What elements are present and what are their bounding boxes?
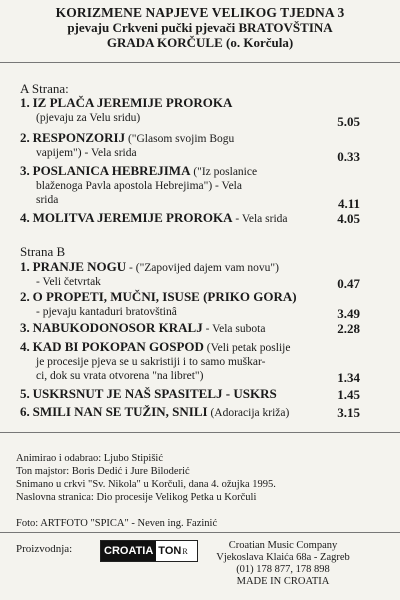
logo-word-2: TON: [158, 545, 182, 557]
company-phone: (01) 178 877, 178 898: [236, 564, 330, 575]
track-duration: 4.11: [337, 196, 360, 211]
track-number: 2.: [20, 130, 30, 145]
track-note: (pjevaju za Velu sridu): [36, 112, 141, 124]
credits: [16, 452, 276, 504]
track-number: 4.: [20, 339, 30, 354]
track-subtitle: - ("Zapovijed dajem vam novu"): [126, 262, 279, 274]
track-note: vapijem") - Vela srida: [36, 147, 137, 159]
track-a1: [20, 95, 360, 129]
album-performers: pjevaju Crkveni pučki pjevači BRATOVŠTINA: [67, 20, 333, 35]
track-subtitle: (Adoracija križa): [207, 407, 290, 419]
credit-sound: Ton majstor: Boris Dedić i Jure Biloderić: [16, 466, 190, 477]
track-title: USKRSNUT JE NAŠ SPASITELJ - USKRS: [32, 386, 277, 401]
track-b1: [20, 260, 360, 289]
track-duration: 5.05: [337, 114, 360, 129]
track-a3: [20, 163, 360, 211]
divider: [0, 432, 400, 433]
track-note: je procesije pjeva se u sakristiji i to samo muškar-: [36, 356, 266, 368]
track-title: SMILI NAN SE TUŽIN, SNILI: [32, 404, 208, 419]
production-label: Proizvodnja:: [16, 543, 73, 555]
logo-word-1: CROATIA: [101, 541, 156, 561]
track-duration: 3.49: [337, 306, 360, 321]
track-number: 1.: [20, 95, 30, 110]
track-b4: [20, 340, 360, 383]
company-name: Croatian Music Company: [228, 540, 338, 551]
track-title: MOLITVA JEREMIJE PROROKA: [32, 210, 233, 225]
company-info: [208, 540, 358, 588]
track-number: 1.: [20, 259, 30, 274]
divider: [0, 532, 400, 533]
track-title: NABUKODONOSOR KRALJ: [32, 320, 203, 335]
credit-producer: Animirao i odabrao: Ljubo Stipišić: [16, 453, 163, 464]
track-number: 5.: [20, 386, 30, 401]
track-title: RESPONZORIJ: [32, 130, 126, 145]
track-b3: [20, 321, 360, 336]
track-number: 3.: [20, 320, 30, 335]
track-note: - Veli četvrtak: [36, 276, 101, 288]
track-a2: [20, 130, 360, 164]
credit-photo: Foto: ARTFOTO "SPICA" - Neven ing. Fazinić: [16, 518, 218, 529]
track-title: IZ PLAČA JEREMIJE PROROKA: [32, 95, 233, 110]
track-b6: [20, 405, 360, 420]
track-number: 4.: [20, 210, 30, 225]
track-duration: 4.05: [337, 211, 360, 226]
made-in: MADE IN CROATIA: [236, 576, 330, 587]
side-b-title: Strana B: [20, 244, 66, 259]
track-a4: [20, 211, 360, 226]
divider: [0, 62, 400, 63]
track-note: blaženoga Pavla apostola Hebrejima") - Vela: [36, 180, 242, 192]
track-duration: 2.28: [337, 321, 360, 336]
track-note-cont: ci, dok su vrata otvorena "na libret"): [36, 370, 204, 382]
track-duration: 3.15: [337, 405, 360, 420]
track-title: O PROPETI, MUČNI, ISUSE (PRIKO GORA): [32, 289, 297, 304]
album-header: [0, 0, 400, 50]
track-duration: 1.34: [337, 370, 360, 385]
track-subtitle: (Veli petak poslije: [203, 342, 291, 354]
album-title: KORIZMENE NAPJEVE VELIKOG TJEDNA 3: [55, 5, 345, 20]
track-duration: 0.33: [337, 149, 360, 164]
track-b5: [20, 387, 360, 402]
track-title: KAD BI POKOPAN GOSPOD: [32, 339, 204, 354]
track-subtitle: - Vela srida: [232, 213, 288, 225]
track-duration: 0.47: [337, 276, 360, 291]
album-performers-location: GRADA KORČULE (o. Korčula): [106, 35, 294, 50]
croatia-records-logo: [100, 540, 198, 562]
track-b2: [20, 290, 360, 319]
track-note: - pjevaju kantaduri bratovštinâ: [36, 306, 177, 318]
credit-cover: Naslovna stranica: Dio procesije Velikog Petka u Korčuli: [16, 492, 257, 503]
track-number: 2.: [20, 289, 30, 304]
company-address: Vjekoslava Klaića 68a - Zagreb: [216, 552, 350, 563]
credit-recording: Snimano u crkvi "Sv. Nikola" u Korčuli, dana 4. ožujka 1995.: [16, 479, 276, 490]
track-note-cont: srida: [36, 194, 59, 206]
side-a-title: A Strana:: [20, 81, 69, 96]
track-duration: 1.45: [337, 387, 360, 402]
track-title: POSLANICA HEBREJIMA: [32, 163, 191, 178]
track-number: 3.: [20, 163, 30, 178]
track-subtitle: - Vela subota: [202, 323, 266, 335]
track-subtitle: ("Glasom svojim Bogu: [125, 133, 235, 145]
track-subtitle: ("Iz poslanice: [190, 166, 258, 178]
track-number: 6.: [20, 404, 30, 419]
track-title: PRANJE NOGU: [32, 259, 127, 274]
registered-mark: R: [182, 546, 188, 556]
